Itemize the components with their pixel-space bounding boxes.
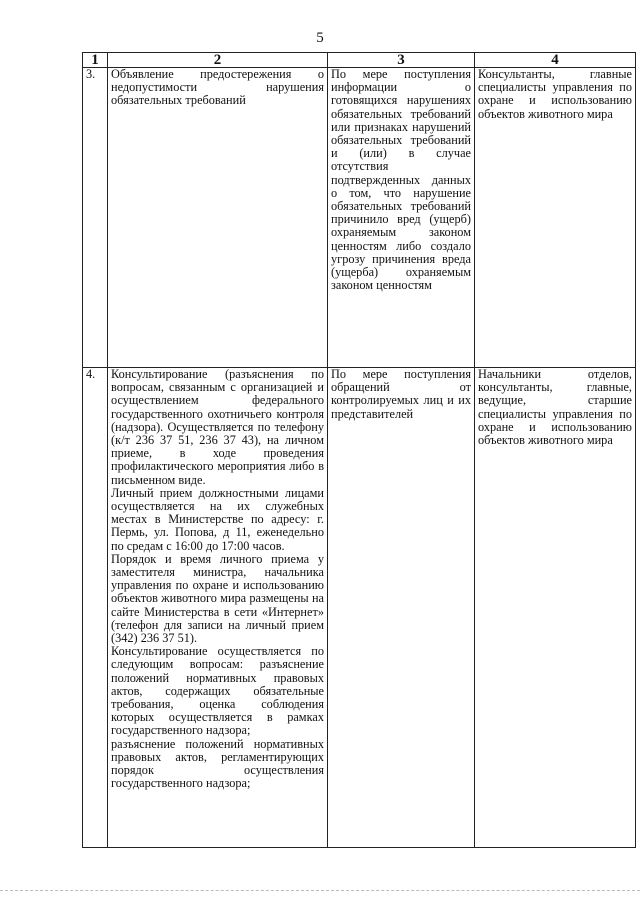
measure-paragraph: Консультирование осуществляется по следующим вопросам: разъяснение положений нормативных правовых актов, содержащих обязательные требования, оценка соблюдения которых осуществляется в рамках государственного надзора; [111,644,324,738]
row-number: 3. [83,68,108,368]
row-number: 4. [83,368,108,848]
measure-timing: По мере поступления обращений от контролируемых лиц и их представителей [328,368,475,848]
measure-paragraph: Порядок и время личного приема у заместителя министра, начальника управления по охране и использованию объектов животного мира размещены на сайте Министерства в сети «Интернет» (телефон для записи на личный прием (342) 236 37 51). [111,551,324,646]
header-col-4: 4 [475,53,636,68]
measure-paragraph: Консультирование (разъяснения по вопросам, связанным с организацией и осуществлением федерального государственного охотничьего контроля (надзора). Осуществляется по телефону (к/т 236 37 51, 236 37 43), на личном приеме, в ходе проведения профилактического мероприятия либо в письменном виде. [111,367,324,487]
measure-paragraph: Объявление предостережения о недопустимости нарушения обязательных требований [111,67,324,108]
header-col-3: 3 [328,53,475,68]
measures-table [82,52,636,848]
measure-description [108,368,328,848]
page-edge-divider [0,890,640,892]
measure-responsible: Начальники отделов, консультанты, главные, ведущие, старшие специалисты управления по охране и использованию объектов животного мира [475,368,636,848]
header-col-2: 2 [108,53,328,68]
measure-paragraph: Личный прием должностными лицами осуществляется на их служебных местах в Министерстве по адресу: г. Пермь, ул. Попова, д 11, еженедельно по средам с 16:00 до 17:00 часов. [111,485,324,553]
table-row [83,368,636,848]
page-number: 5 [316,30,324,46]
measure-paragraph: разъяснение положений нормативных правовых актов, регламентирующих порядок осуществления государственного надзора; [111,736,324,791]
measure-description [108,68,328,368]
measure-timing: По мере поступления информации о готовящихся нарушениях обязательных требований или признаках нарушений обязательных требований и (или) в случае отсутствия подтвержденных данных о том, что нарушение обязательных требований причинило вред (ущерб) охраняемым законом ценностям либо создало угрозу причинения вреда (ущерба) охраняемым законом ценностям [328,68,475,368]
header-col-1: 1 [83,53,108,68]
measure-responsible: Консультанты, главные специалисты управления по охране и использованию объектов животного мира [475,68,636,368]
table-header-row [83,53,636,68]
table-row [83,68,636,368]
